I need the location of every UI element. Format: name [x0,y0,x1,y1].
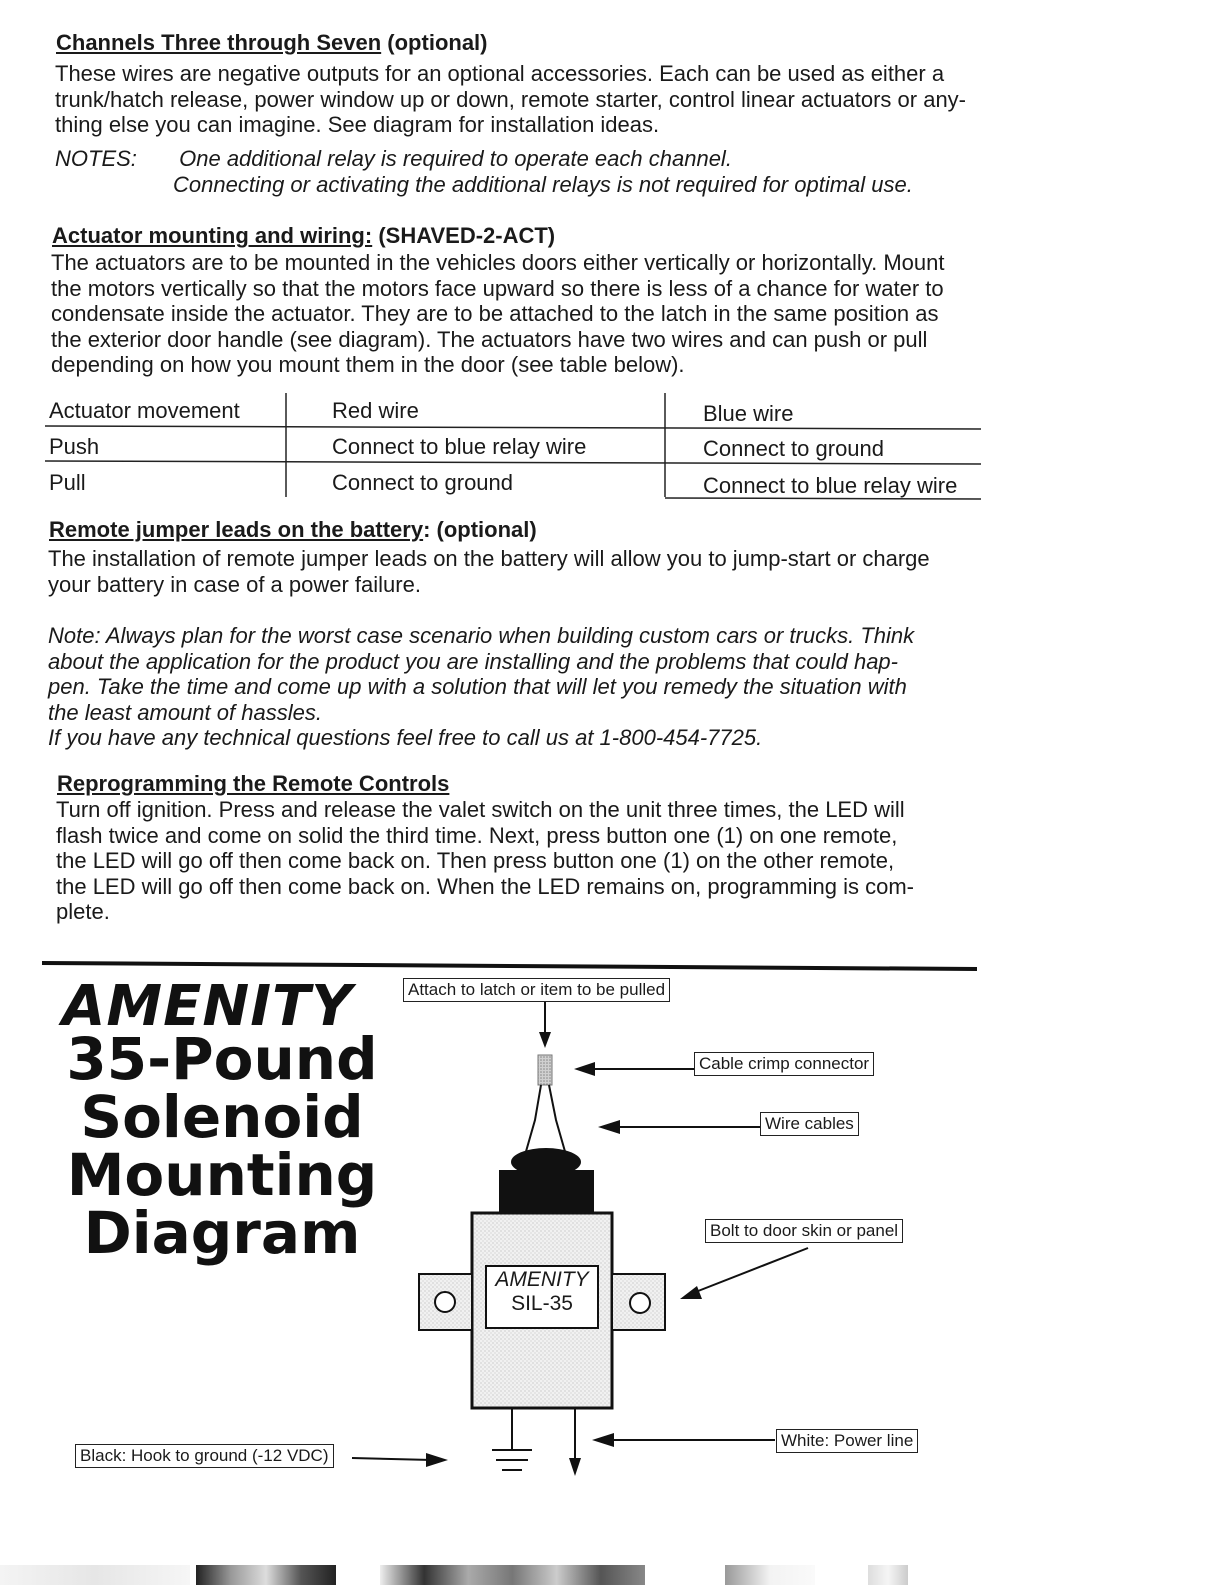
mount-hole-left-icon [435,1292,455,1312]
jumper-heading [49,517,537,543]
jumper-body [48,546,988,597]
actuator-line: condensate inside the actuator. They are to be attached to the latch in the same position as [51,301,939,326]
jumper-line: your battery in case of a power failure. [48,571,421,597]
bolt-arrow [693,1248,808,1293]
reprogram-line: Turn off ignition. Press and release the valet switch on the unit three times, the LED will [56,797,905,822]
channels-line: trunk/hatch release, power window up or down, remote starter, control linear actuators or any- [55,86,967,112]
diagram-title-line: Diagram [83,1199,361,1267]
note-line: Connecting or activating the additional relays is not required for optimal use. [173,171,913,197]
scan-artifact [380,1565,645,1585]
note-body [48,623,988,751]
label-attach: Attach to latch or item to be pulled [403,978,670,1002]
bolt-arrow-head [680,1286,702,1299]
label-bolt: Bolt to door skin or panel [705,1219,903,1243]
actuator-line: depending on how you mount them in the door (see table below). [51,352,685,377]
actuator-title: Actuator mounting and wiring: [52,223,373,248]
diagram-brand: AMENITY [62,974,353,1039]
actuator-heading [52,223,555,249]
channels-line: thing else you can imagine. See diagram for installation ideas. [55,112,660,137]
note-line: Note: Always plan for the worst case scenario when building custom cars or trucks. Think [48,623,915,648]
jumper-line: The installation of remote jumper leads on the battery will allow you to jump-start or charge [48,546,930,571]
solenoid-drawing [0,990,1229,1500]
unit-model: SIL-35 [511,1292,573,1315]
unit-brand: AMENITY [495,1268,589,1291]
note-line: about the application for the product you are installing and the problems that could hap- [48,648,898,674]
channels-notes [55,146,995,197]
jumper-title: Remote jumper leads on the battery [49,517,424,542]
table-cell: Connect to blue relay wire [332,434,587,459]
reprogram-line: plete. [56,899,110,924]
scan-artifact [0,1565,190,1585]
jumper-title-suffix: : (optional) [423,517,537,542]
table-header: Red wire [332,398,419,423]
wiring-table [45,393,981,501]
table-cell: Connect to ground [332,470,514,495]
actuator-line: the motors vertically so that the motors face upward so there is less of a chance for water to [51,275,944,301]
label-crimp: Cable crimp connector [694,1052,874,1076]
scan-artifact [196,1565,336,1585]
channels-title: Channels Three through Seven [56,30,382,55]
channels-heading [56,30,488,56]
attach-arrow-head [539,1032,551,1048]
notes-row [55,146,995,172]
section-divider [40,960,980,972]
power-arrow-head [592,1433,614,1447]
channels-title-suffix: (optional) [387,30,488,55]
table-header: Actuator movement [49,398,240,423]
cables-arrow-head [598,1120,620,1134]
table-header-row [45,393,981,429]
diagram-title-line: Solenoid [80,1083,364,1151]
note-line: the least amount of hassles. [48,699,322,725]
ground-arrow [352,1458,432,1460]
reprogram-heading [57,771,449,797]
actuator-body [51,250,991,378]
reprogram-line: flash twice and come on solid the third time. Next, press button one (1) on one remote, [56,822,898,848]
crimp-arrow-head [574,1062,595,1076]
unit-label-text [486,1268,598,1316]
diagram-title-line: 35-Pound [66,1025,378,1093]
actuator-title-suffix: (SHAVED-2-ACT) [378,223,556,248]
actuator-line: The actuators are to be mounted in the vehicles doors either vertically or horizontally. Mount [51,250,945,275]
note-line: If you have any technical questions feel free to call us at 1-800-454-7725. [48,725,763,750]
table-cell: Connect to ground [703,436,885,461]
note-line: One additional relay is required to operate each channel. [179,146,732,171]
table-cell: Pull [49,470,86,495]
ground-arrow-head [426,1453,448,1467]
table-header: Blue wire [703,401,794,426]
label-white: White: Power line [776,1429,918,1453]
mount-hole-right-icon [630,1293,650,1313]
label-black: Black: Hook to ground (-12 VDC) [75,1444,334,1468]
wire-cable-right [549,1085,566,1155]
reprogram-title: Reprogramming the Remote Controls [57,771,450,796]
notes-label: NOTES: [55,146,137,171]
table-cell: Push [49,434,100,459]
wire-cable-left [525,1085,541,1155]
reprogram-line: the LED will go off then come back on. Then press button one (1) on the other remote, [56,848,895,873]
notes-row [55,172,995,198]
channels-line: These wires are negative outputs for an optional accessories. Each can be used as either a [55,61,945,86]
scan-artifact [725,1565,815,1585]
note-line: pen. Take the time and come up with a solution that will let you remedy the situation with [48,674,907,699]
table-row [45,465,981,501]
actuator-line: the exterior door handle (see diagram). The actuators have two wires and can push or pull [51,326,928,352]
table-cell: Connect to blue relay wire [703,473,958,498]
reprogram-line: the LED will go off then come back on. When the LED remains on, programming is com- [56,873,914,899]
table-row [45,429,981,465]
reprogram-body [56,797,986,925]
plunger-body [499,1170,594,1213]
scan-artifact [868,1565,908,1585]
label-cables: Wire cables [760,1112,859,1136]
diagram-title-line: Mounting [66,1141,378,1209]
channels-body [55,61,995,138]
power-wire-arrow-head [569,1458,581,1476]
cable-crimp-connector [538,1055,552,1085]
